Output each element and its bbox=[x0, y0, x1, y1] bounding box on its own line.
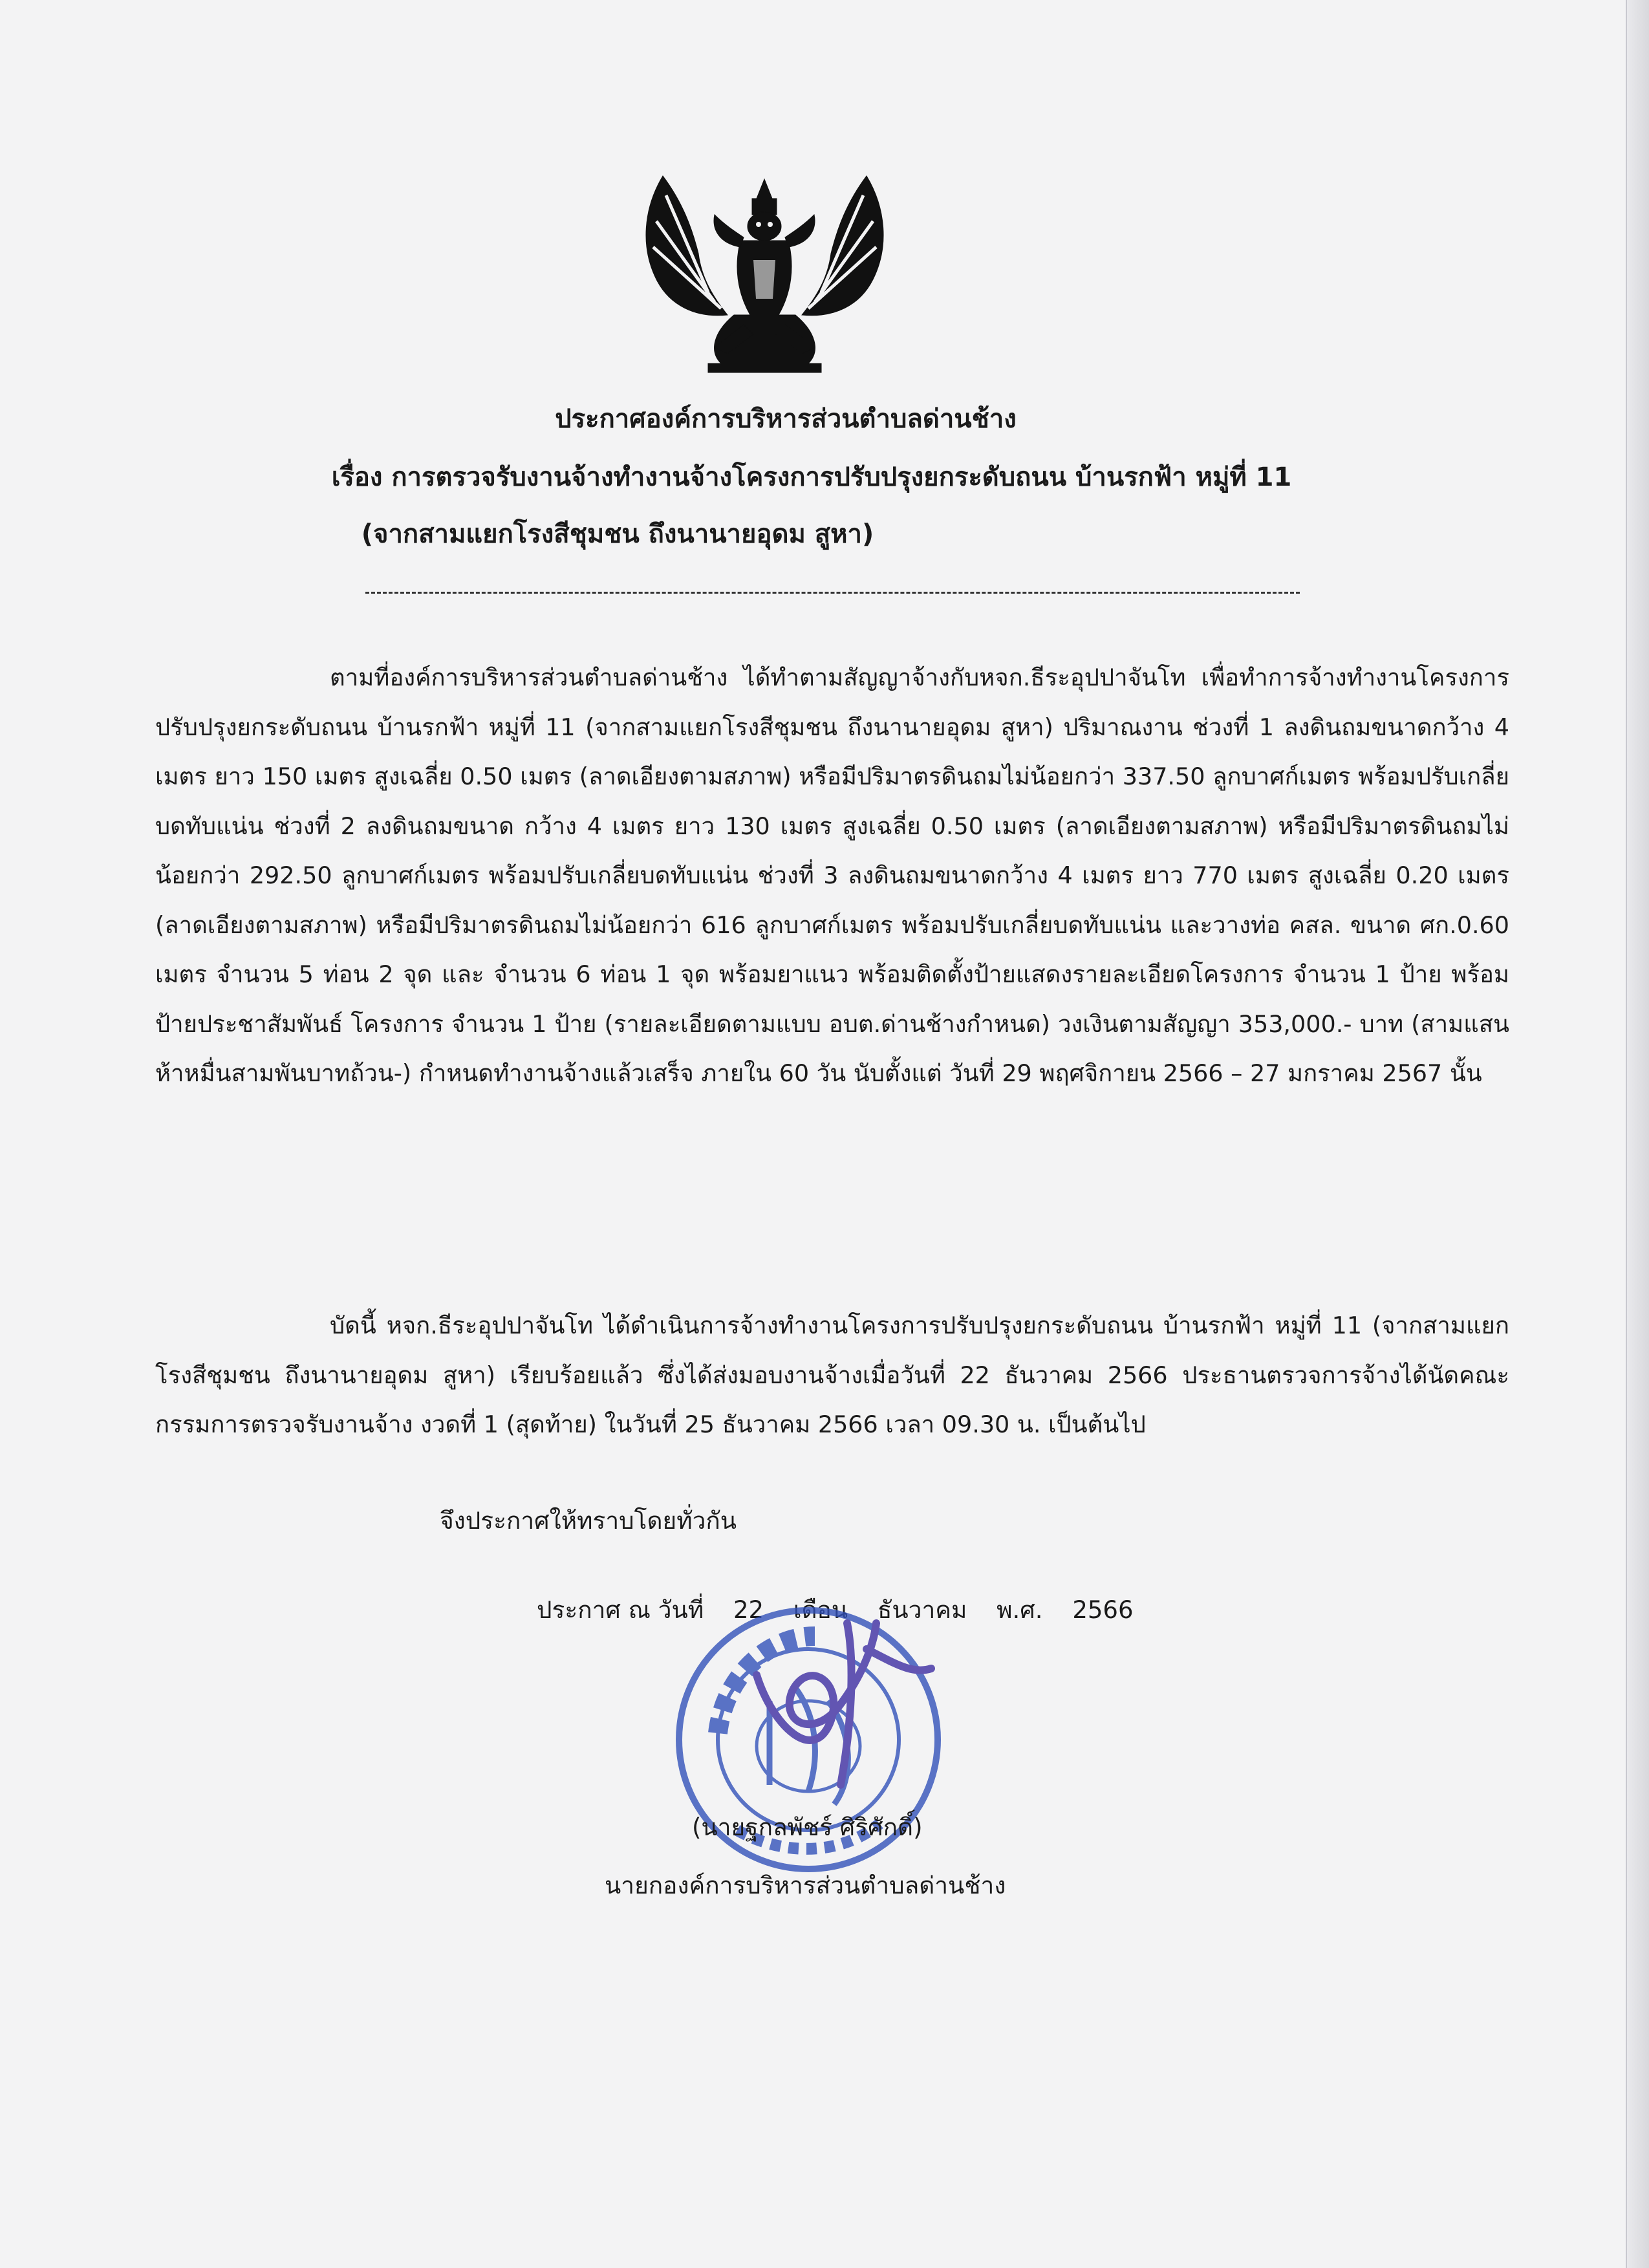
official-seal-stamp-icon bbox=[660, 1571, 1009, 1908]
date-prefix: ประกาศ ณ วันที่ bbox=[537, 1596, 704, 1624]
announcement-line: จึงประกาศให้ทราบโดยทั่วกัน bbox=[440, 1507, 737, 1535]
date-month-label: เดือน bbox=[793, 1596, 848, 1624]
body-paragraph-1: ตามที่องค์การบริหารส่วนตำบลด่านช้าง ได้ทำตามสัญญาจ้างกับหจก.ธีระอุปปาจันโท เพื่อทำการจ้างทำงานโครงการปรับปรุงยกระดับถนน บ้านรกฟ้า หมู่ที่ 11 (จากสามแยกโรงสีชุมชน ถึงนานายอุดม สูหา) ปริมาณงาน ช่วงที่ 1 ลงดินถมขนาดกว้าง 4 เมตร ยาว 150 เมตร สูงเฉลี่ย 0.50 เมตร (ลาดเอียงตามสภาพ) หรือมีปริมาตรดินถมไม่น้อยกว่า 337.50 ลูกบาศก์เมตร พร้อมปรับเกลี่ยบดทับแน่น ช่วงที่ 2 ลงดินถมขนาด กว้าง 4 เมตร ยาว 130 เมตร สูงเฉลี่ย 0.50 เมตร (ลาดเอียงตามสภาพ) หรือมีปริมาตรดินถมไม่น้อยกว่า 292.50 ลูกบาศก์เมตร พร้อมปรับเกลี่ยบดทับแน่น ช่วงที่ 3 ลงดินถมขนาดกว้าง 4 เมตร ยาว 770 เมตร สูงเฉลี่ย 0.20 เมตร (ลาดเอียงตามสภาพ) หรือมีปริมาตรดินถมไม่น้อยกว่า 616 ลูกบาศก์เมตร พร้อมปรับเกลี่ยบดทับแน่น และวางท่อ คสล. ขนาด ศก.0.60 เมตร จำนวน 5 ท่อน 2 จุด และ จำนวน 6 ท่อน 1 จุด พร้อมยาแนว พร้อมติดตั้งป้ายแสดงรายละเอียดโครงการ จำนวน 1 ป้าย พร้อมป้ายประชาสัมพันธ์ โครงการ จำนวน 1 ป้าย (รายละเอียดตามแบบ อบต.ด่านช้างกำหนด) วงเงินตามสัญญา 353,000.- บาท (สามแสนห้าหมื่นสามพันบาทถ้วน-) กำหนดทำงานจ้างแล้วเสร็จ ภายใน 60 วัน นับตั้งแต่ วันที่ 29 พฤศจิกายน 2566 – 27 มกราคม 2567 นั้น bbox=[155, 664, 1509, 1087]
signer-name: (นายฐกลพัชร์ ศิริศักดิ์) bbox=[692, 1813, 923, 1841]
date-day: 22 bbox=[733, 1596, 764, 1624]
handwritten-signature-icon bbox=[757, 1623, 931, 1785]
date-year: 2566 bbox=[1072, 1596, 1134, 1624]
document-subject: เรื่อง การตรวจรับงานจ้างทำงานจ้างโครงการปรับปรุงยกระดับถนน บ้านรกฟ้า หมู่ที่ 11 bbox=[331, 462, 1292, 492]
document-title: ประกาศองค์การบริหารส่วนตำบลด่านช้าง bbox=[555, 404, 1017, 434]
page-edge bbox=[1626, 0, 1649, 2268]
document-subject-detail: (จากสามแยกโรงสีชุมชน ถึงนานายอุดม สูหา) bbox=[361, 519, 874, 549]
date-year-label: พ.ศ. bbox=[997, 1596, 1043, 1624]
garuda-emblem-icon bbox=[637, 169, 892, 383]
date-month: ธันวาคม bbox=[877, 1596, 967, 1624]
dashed-divider bbox=[365, 592, 1300, 594]
body-paragraph-2: บัดนี้ หจก.ธีระอุปปาจันโท ได้ดำเนินการจ้างทำงานโครงการปรับปรุงยกระดับถนน บ้านรกฟ้า หมู่ที่ 11 (จากสามแยกโรงสีชุมชน ถึงนานายอุดม สูหา) เรียบร้อยแล้ว ซึ่งได้ส่งมอบงานจ้างเมื่อวันที่ 22 ธันวาคม 2566 ประธานตรวจการจ้างได้นัดคณะกรรมการตรวจรับงานจ้าง งวดที่ 1 (สุดท้าย) ในวันที่ 25 ธันวาคม 2566 เวลา 09.30 น. เป็นต้นไป bbox=[155, 1312, 1509, 1438]
signer-position: นายกองค์การบริหารส่วนตำบลด่านช้าง bbox=[605, 1872, 1006, 1899]
